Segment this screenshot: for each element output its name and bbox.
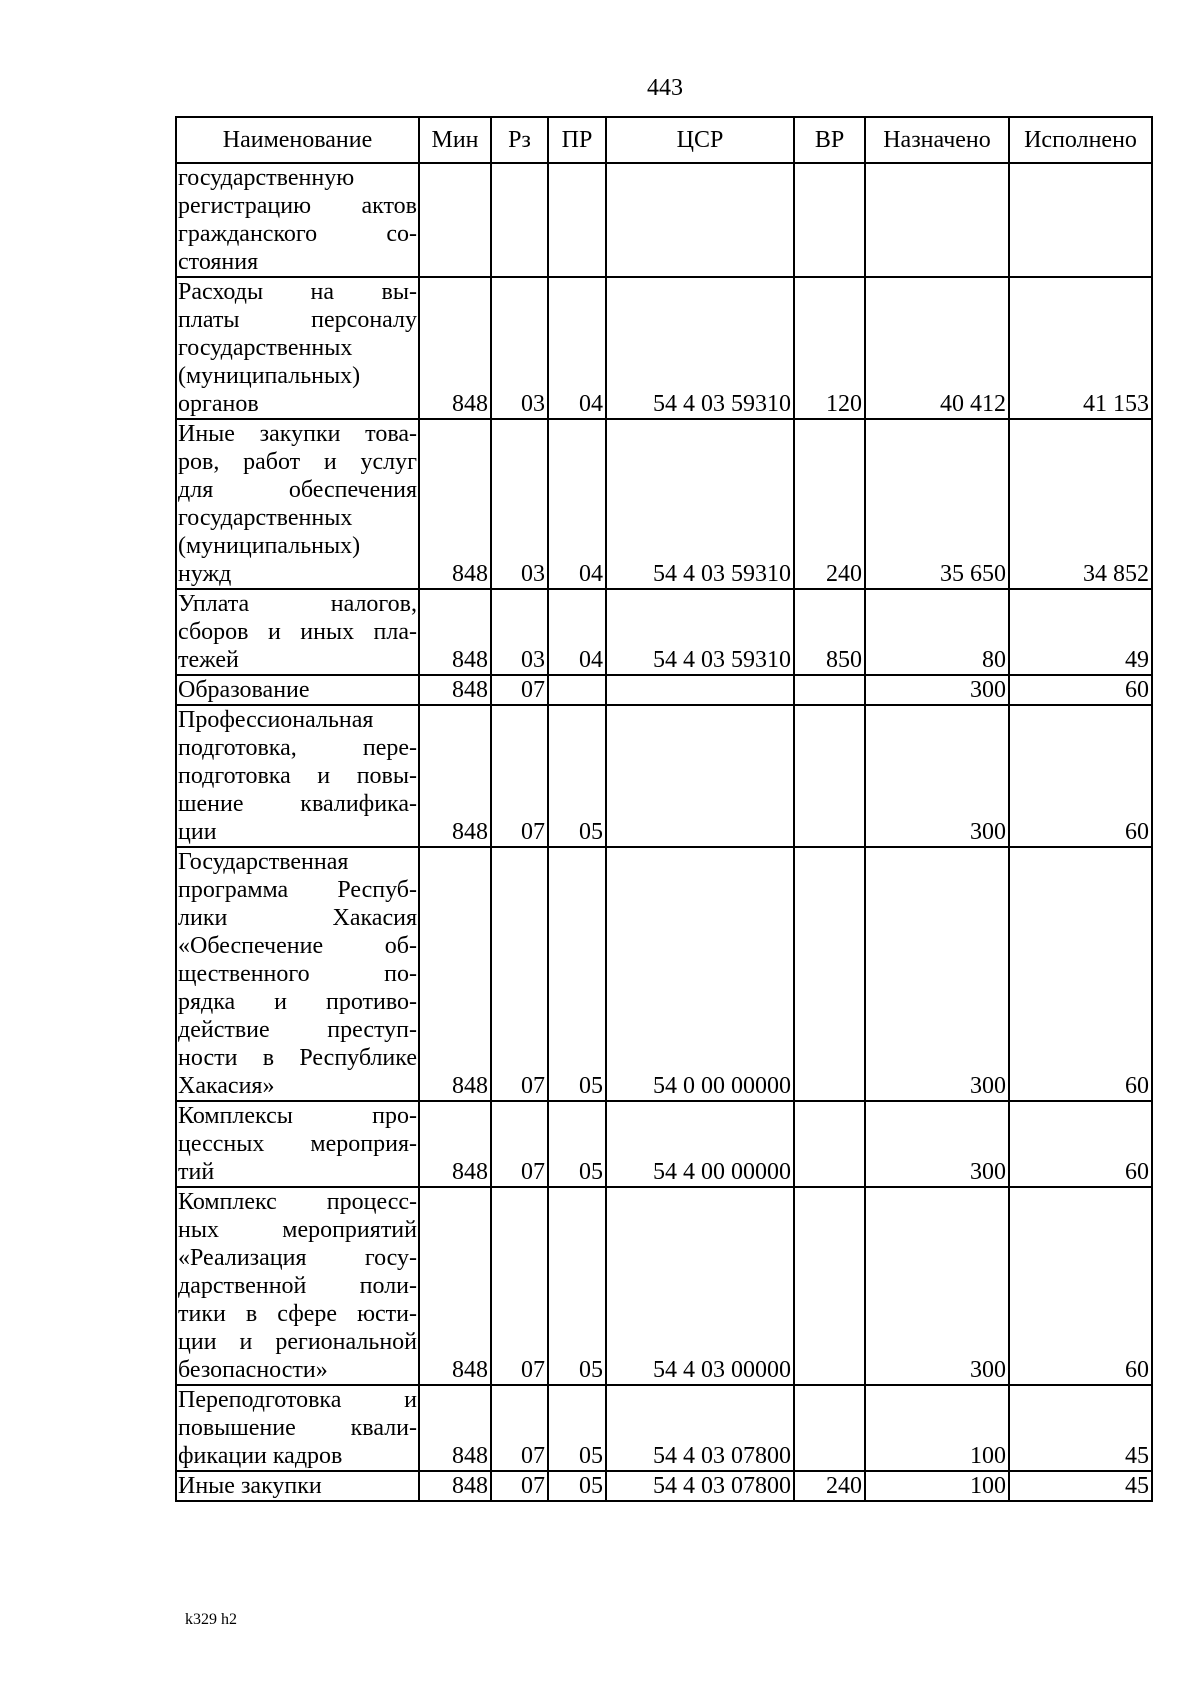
cell-rz: 07 xyxy=(491,1101,548,1187)
table-body xyxy=(176,163,1152,1501)
cell-csr xyxy=(606,705,794,847)
name-line: действие преступ- xyxy=(178,1017,417,1043)
cell-name xyxy=(176,1471,419,1501)
name-line: стояния xyxy=(178,249,259,275)
name-line: Иные закупки xyxy=(178,1473,322,1499)
cell-rz: 07 xyxy=(491,705,548,847)
cell-executed xyxy=(1009,163,1152,277)
name-line: ных мероприятий xyxy=(178,1217,417,1243)
cell-rz: 07 xyxy=(491,1385,548,1471)
table-row xyxy=(176,675,1152,705)
cell-min: 848 xyxy=(419,1385,491,1471)
header-name: Наименование xyxy=(176,117,419,163)
cell-name xyxy=(176,847,419,1101)
cell-min: 848 xyxy=(419,277,491,419)
cell-vr xyxy=(794,705,865,847)
header-assigned: Назначено xyxy=(865,117,1009,163)
cell-assigned: 300 xyxy=(865,705,1009,847)
name-line: шение квалифика- xyxy=(178,791,417,817)
cell-executed: 60 xyxy=(1009,1101,1152,1187)
cell-pr xyxy=(548,675,606,705)
table-row xyxy=(176,847,1152,1101)
name-line: Расходы на вы- xyxy=(178,279,417,305)
name-line: щественного по- xyxy=(178,961,417,987)
cell-assigned xyxy=(865,163,1009,277)
name-line: дарственной поли- xyxy=(178,1273,417,1299)
table-row xyxy=(176,277,1152,419)
cell-pr xyxy=(548,163,606,277)
name-line: Хакасия» xyxy=(178,1073,275,1099)
header-rz: Рз xyxy=(491,117,548,163)
name-line: сборов и иных пла- xyxy=(178,619,417,645)
cell-rz xyxy=(491,163,548,277)
name-line: «Обеспечение об- xyxy=(178,933,417,959)
header-executed: Исполнено xyxy=(1009,117,1152,163)
name-line: Переподготовка и xyxy=(178,1387,417,1413)
cell-name xyxy=(176,589,419,675)
cell-csr: 54 4 03 59310 xyxy=(606,589,794,675)
cell-rz: 07 xyxy=(491,1187,548,1385)
cell-vr xyxy=(794,1187,865,1385)
cell-name xyxy=(176,1187,419,1385)
name-line: тежей xyxy=(178,647,239,673)
cell-pr: 04 xyxy=(548,589,606,675)
cell-min: 848 xyxy=(419,419,491,589)
cell-assigned: 300 xyxy=(865,1101,1009,1187)
name-line: Иные закупки това- xyxy=(178,421,417,447)
name-line: Образование xyxy=(178,677,310,703)
cell-min xyxy=(419,163,491,277)
name-line: органов xyxy=(178,391,259,417)
name-line: Комплекс процесс- xyxy=(178,1189,417,1215)
cell-min: 848 xyxy=(419,847,491,1101)
cell-assigned: 40 412 xyxy=(865,277,1009,419)
cell-rz: 07 xyxy=(491,675,548,705)
name-line: ции и региональной xyxy=(178,1329,417,1355)
cell-csr: 54 4 03 59310 xyxy=(606,419,794,589)
cell-name xyxy=(176,163,419,277)
cell-rz: 07 xyxy=(491,847,548,1101)
cell-pr: 05 xyxy=(548,1101,606,1187)
cell-name xyxy=(176,705,419,847)
cell-rz: 03 xyxy=(491,277,548,419)
table-row xyxy=(176,419,1152,589)
cell-executed: 60 xyxy=(1009,675,1152,705)
cell-pr: 05 xyxy=(548,847,606,1101)
cell-rz: 07 xyxy=(491,1471,548,1501)
cell-min: 848 xyxy=(419,589,491,675)
cell-csr: 54 4 03 07800 xyxy=(606,1471,794,1501)
cell-name xyxy=(176,675,419,705)
cell-pr: 04 xyxy=(548,277,606,419)
name-line: Государственная xyxy=(178,849,349,875)
name-line: Уплата налогов, xyxy=(178,591,417,617)
name-line: государственных xyxy=(178,335,353,361)
name-line: рядка и противо- xyxy=(178,989,417,1015)
cell-csr: 54 4 00 00000 xyxy=(606,1101,794,1187)
cell-executed: 34 852 xyxy=(1009,419,1152,589)
cell-min: 848 xyxy=(419,1101,491,1187)
header-pr: ПР xyxy=(548,117,606,163)
table-row xyxy=(176,1101,1152,1187)
cell-name xyxy=(176,277,419,419)
cell-pr: 05 xyxy=(548,1471,606,1501)
name-line: ции xyxy=(178,819,217,845)
cell-executed: 60 xyxy=(1009,847,1152,1101)
cell-executed: 45 xyxy=(1009,1385,1152,1471)
name-line: (муниципальных) xyxy=(178,533,361,559)
cell-assigned: 300 xyxy=(865,847,1009,1101)
header-min: Мин xyxy=(419,117,491,163)
table-row xyxy=(176,1471,1152,1501)
name-line: регистрацию актов xyxy=(178,193,417,219)
cell-csr: 54 4 03 07800 xyxy=(606,1385,794,1471)
cell-pr: 05 xyxy=(548,1187,606,1385)
cell-executed: 49 xyxy=(1009,589,1152,675)
cell-csr: 54 0 00 00000 xyxy=(606,847,794,1101)
cell-rz: 03 xyxy=(491,589,548,675)
cell-assigned: 35 650 xyxy=(865,419,1009,589)
name-line: «Реализация госу- xyxy=(178,1245,417,1271)
cell-vr xyxy=(794,847,865,1101)
page-number: 443 xyxy=(647,75,683,101)
cell-pr: 04 xyxy=(548,419,606,589)
table-row xyxy=(176,705,1152,847)
name-line: платы персоналу xyxy=(178,307,417,333)
name-line: фикации кадров xyxy=(178,1443,343,1469)
cell-vr xyxy=(794,163,865,277)
cell-vr xyxy=(794,1101,865,1187)
cell-csr: 54 4 03 59310 xyxy=(606,277,794,419)
cell-name xyxy=(176,1385,419,1471)
cell-vr xyxy=(794,1385,865,1471)
name-line: Профессиональная xyxy=(178,707,374,733)
table-row xyxy=(176,1187,1152,1385)
cell-min: 848 xyxy=(419,675,491,705)
cell-assigned: 100 xyxy=(865,1385,1009,1471)
name-line: тики в сфере юсти- xyxy=(178,1301,417,1327)
header-vr: ВР xyxy=(794,117,865,163)
name-line: государственную xyxy=(178,165,355,191)
name-line: безопасности» xyxy=(178,1357,328,1383)
cell-pr: 05 xyxy=(548,705,606,847)
cell-vr xyxy=(794,675,865,705)
cell-csr xyxy=(606,675,794,705)
cell-vr: 240 xyxy=(794,1471,865,1501)
footer-code: k329 h2 xyxy=(185,1611,237,1628)
cell-vr: 850 xyxy=(794,589,865,675)
cell-executed: 41 153 xyxy=(1009,277,1152,419)
cell-rz: 03 xyxy=(491,419,548,589)
cell-min: 848 xyxy=(419,1471,491,1501)
name-line: для обеспечения xyxy=(178,477,417,503)
name-line: подготовка, пере- xyxy=(178,735,417,761)
cell-name xyxy=(176,419,419,589)
name-line: гражданского со- xyxy=(178,221,417,247)
name-line: повышение квали- xyxy=(178,1415,417,1441)
cell-pr: 05 xyxy=(548,1385,606,1471)
cell-assigned: 100 xyxy=(865,1471,1009,1501)
name-line: нужд xyxy=(178,561,232,587)
cell-vr: 240 xyxy=(794,419,865,589)
cell-csr xyxy=(606,163,794,277)
table-row xyxy=(176,589,1152,675)
name-line: ности в Республике xyxy=(178,1045,417,1071)
cell-min: 848 xyxy=(419,1187,491,1385)
name-line: Комплексы про- xyxy=(178,1103,417,1129)
cell-executed: 60 xyxy=(1009,1187,1152,1385)
cell-assigned: 80 xyxy=(865,589,1009,675)
name-line: (муниципальных) xyxy=(178,363,361,389)
cell-name xyxy=(176,1101,419,1187)
name-line: тий xyxy=(178,1159,215,1185)
name-line: цессных мероприя- xyxy=(178,1131,417,1157)
cell-executed: 60 xyxy=(1009,705,1152,847)
name-line: лики Хакасия xyxy=(178,905,417,931)
budget-table xyxy=(175,116,1153,1502)
name-line: программа Респуб- xyxy=(178,877,417,903)
name-line: ров, работ и услуг xyxy=(178,449,417,475)
cell-assigned: 300 xyxy=(865,675,1009,705)
cell-csr: 54 4 03 00000 xyxy=(606,1187,794,1385)
name-line: государственных xyxy=(178,505,353,531)
table-row xyxy=(176,163,1152,277)
header-csr: ЦСР xyxy=(606,117,794,163)
table-row xyxy=(176,1385,1152,1471)
cell-assigned: 300 xyxy=(865,1187,1009,1385)
cell-min: 848 xyxy=(419,705,491,847)
table-header-row xyxy=(176,117,1152,163)
cell-vr: 120 xyxy=(794,277,865,419)
name-line: подготовка и повы- xyxy=(178,763,417,789)
cell-executed: 45 xyxy=(1009,1471,1152,1501)
